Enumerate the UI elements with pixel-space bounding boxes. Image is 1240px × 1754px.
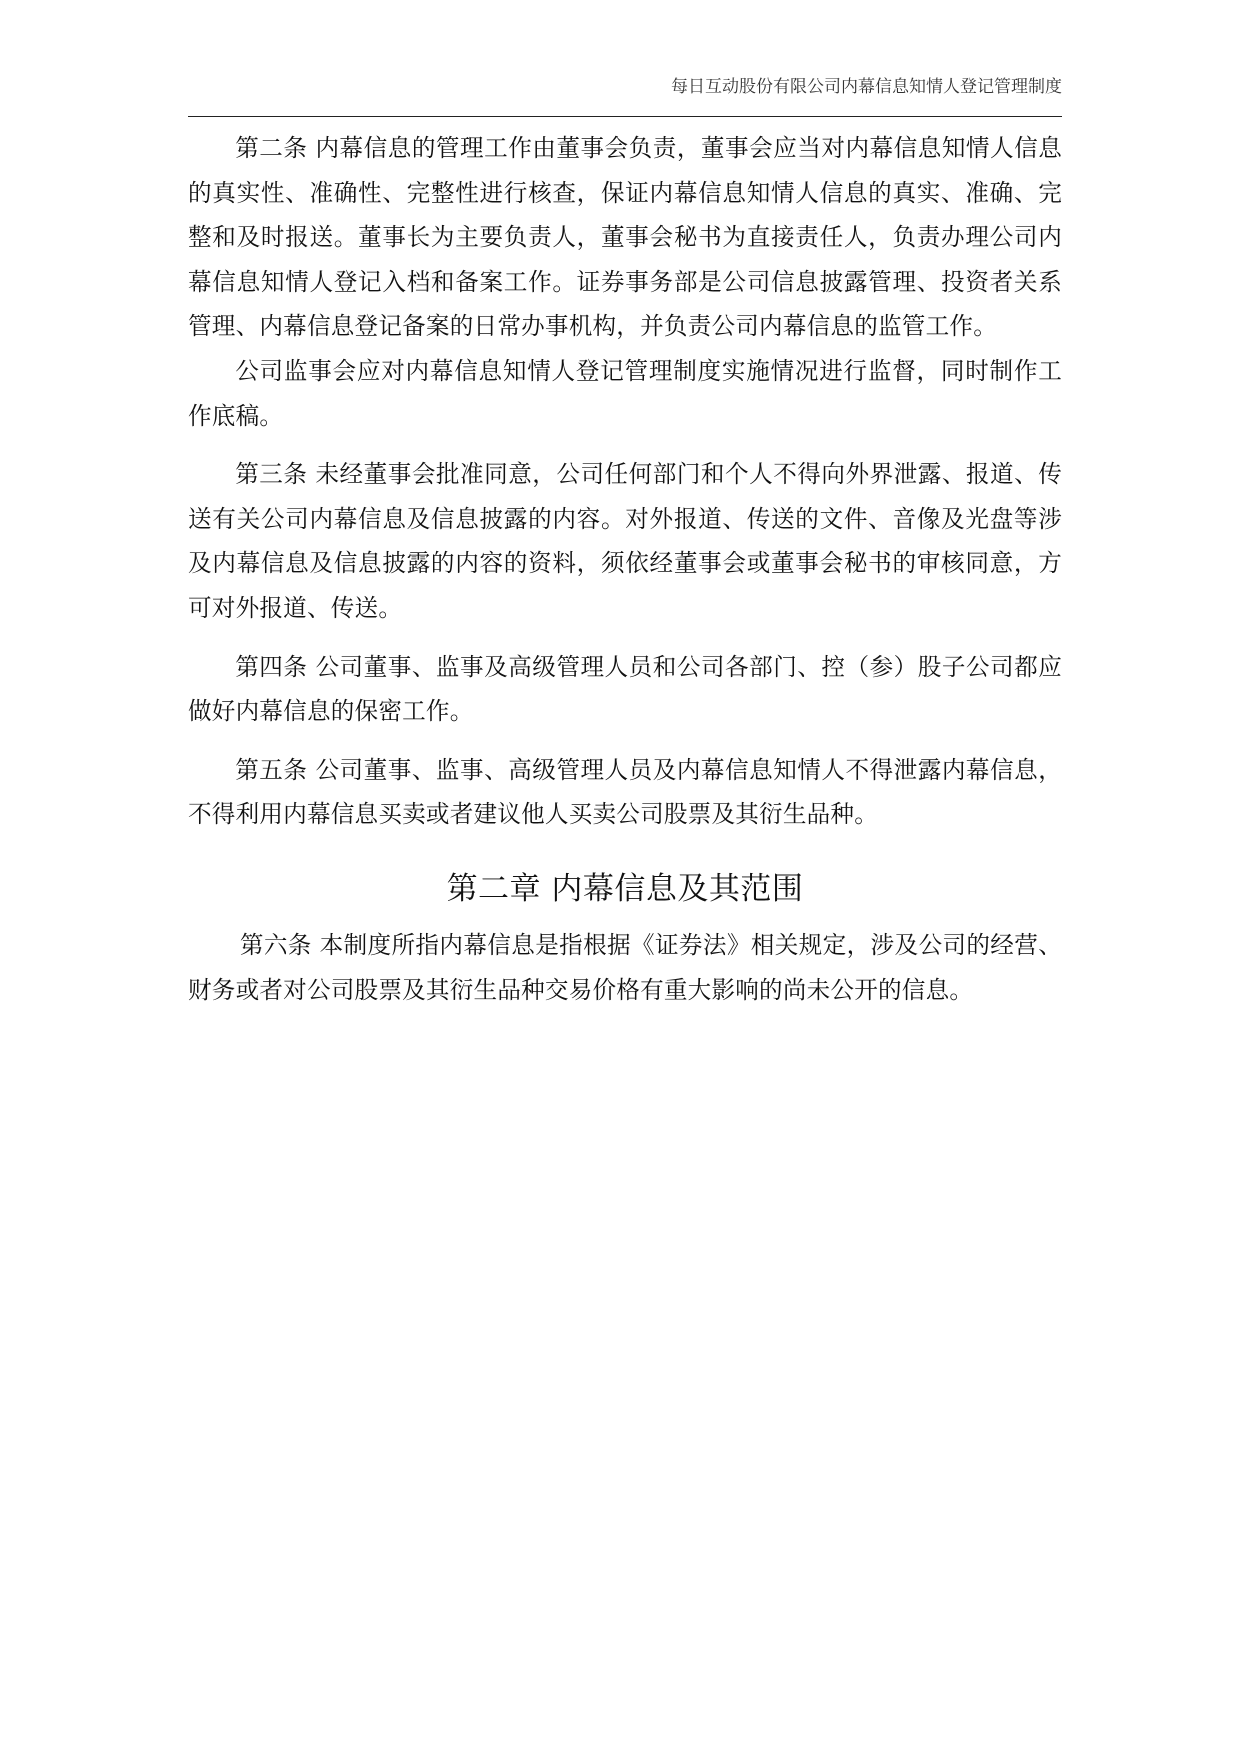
article-5-paragraph: 第五条 公司董事、监事、高级管理人员及内幕信息知情人不得泄露内幕信息，不得利用内幕信息买卖或者建议他人买卖公司股票及其衍生品种。 [188, 755, 1062, 829]
article-6-paragraph: 第六条 本制度所指内幕信息是指根据《证券法》相关规定，涉及公司的经营、财务或者对公司股票及其衍生品种交易价格有重大影响的尚未公开的信息。 [188, 930, 1062, 1004]
document-body [188, 126, 1062, 1012]
article-2-paragraph: 第二条 内幕信息的管理工作由董事会负责，董事会应当对内幕信息知情人信息的真实性、准确性、完整性进行核查，保证内幕信息知情人信息的真实、准确、完整和及时报送。董事长为主要负责人，董事会秘书为直接责任人，负责办理公司内幕信息知情人登记入档和备案工作。证券事务部是公司信息披露管理、投资者关系管理、内幕信息登记备案的日常办事机构，并负责公司内幕信息的监管工作。 [188, 134, 1062, 341]
header-title: 每日互动股份有限公司内幕信息知情人登记管理制度 [671, 77, 1062, 97]
article-3-paragraph: 第三条 未经董事会批准同意，公司任何部门和个人不得向外界泄露、报道、传送有关公司内幕信息及信息披露的内容。对外报道、传送的文件、音像及光盘等涉及内幕信息及信息披露的内容的资料，须依经董事会或董事会秘书的审核同意，方可对外报道、传送。 [188, 460, 1062, 622]
page-header [188, 72, 1062, 117]
supervisory-board-paragraph: 公司监事会应对内幕信息知情人登记管理制度实施情况进行监督，同时制作工作底稿。 [188, 356, 1062, 430]
article-4-paragraph: 第四条 公司董事、监事及高级管理人员和公司各部门、控（参）股子公司都应做好内幕信息的保密工作。 [188, 652, 1062, 726]
chapter-heading: 第二章 内幕信息及其范围 [446, 870, 804, 907]
